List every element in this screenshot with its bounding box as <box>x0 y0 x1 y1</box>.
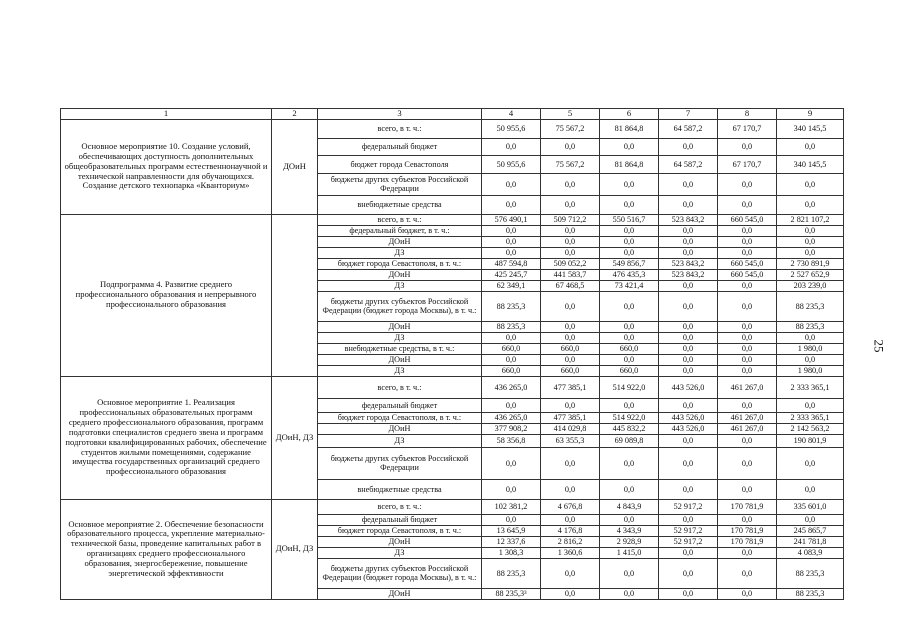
amount-cell: 88 235,3 <box>777 321 844 332</box>
amount-cell: 443 526,0 <box>659 423 718 434</box>
funding-source: федеральный бюджет <box>318 514 482 525</box>
amount-cell: 0,0 <box>659 354 718 365</box>
amount-cell: 414 029,8 <box>541 423 600 434</box>
amount-cell: 576 490,1 <box>482 214 541 225</box>
amount-cell: 0,0 <box>600 588 659 599</box>
amount-cell: 0,0 <box>541 332 600 343</box>
amount-cell: 88 235,3 <box>777 558 844 588</box>
amount-cell: 88 235,3 <box>777 291 844 321</box>
amount-cell: 1 980,0 <box>777 343 844 354</box>
amount-cell: 0,0 <box>659 225 718 236</box>
amount-cell: 436 265,0 <box>482 412 541 423</box>
amount-cell: 2 730 891,9 <box>777 258 844 269</box>
amount-cell: 0,0 <box>659 291 718 321</box>
amount-cell: 0,0 <box>659 514 718 525</box>
amount-cell: 0,0 <box>718 447 777 479</box>
amount-cell: 88 235,3 <box>482 558 541 588</box>
amount-cell: 190 801,9 <box>777 434 844 447</box>
amount-cell: 0,0 <box>600 173 659 195</box>
funding-source: ДЗ <box>318 332 482 343</box>
amount-cell: 441 583,7 <box>541 269 600 280</box>
amount-cell: 0,0 <box>659 547 718 558</box>
activity-description: Основное мероприятие 10. Создание условий, обеспечивающих доступность дополнительных общеобразовательных программ естественнонаучной и технической направленности для обучающихся. Создание детского технопарка «Кванториум» <box>61 119 272 214</box>
amount-cell: 514 922,0 <box>600 412 659 423</box>
funding-source: бюджет города Севастополя, в т. ч.: <box>318 525 482 536</box>
amount-cell: 660,0 <box>541 365 600 376</box>
amount-cell: 660 545,0 <box>718 269 777 280</box>
amount-cell: 4 176,8 <box>541 525 600 536</box>
amount-cell: 0,0 <box>482 236 541 247</box>
amount-cell: 0,0 <box>541 354 600 365</box>
funding-source: ДОиН <box>318 423 482 434</box>
amount-cell: 2 928,9 <box>600 536 659 547</box>
amount-cell: 549 856,7 <box>600 258 659 269</box>
table-header-row <box>61 109 844 120</box>
amount-cell: 425 245,7 <box>482 269 541 280</box>
amount-cell: 660,0 <box>600 343 659 354</box>
amount-cell: 0,0 <box>777 332 844 343</box>
amount-cell: 102 381,2 <box>482 499 541 514</box>
amount-cell: 50 955,6 <box>482 119 541 138</box>
amount-cell: 0,0 <box>600 236 659 247</box>
amount-cell: 2 142 563,2 <box>777 423 844 434</box>
amount-cell: 0,0 <box>777 247 844 258</box>
amount-cell: 0,0 <box>659 173 718 195</box>
amount-cell: 461 267,0 <box>718 376 777 398</box>
amount-cell: 0,0 <box>659 236 718 247</box>
amount-cell: 0,0 <box>718 332 777 343</box>
amount-cell: 81 864,8 <box>600 119 659 138</box>
amount-cell: 52 917,2 <box>659 525 718 536</box>
amount-cell: 2 527 652,9 <box>777 269 844 280</box>
amount-cell: 0,0 <box>482 332 541 343</box>
activity-description: Подпрограмма 4. Развитие среднего профессионального образования и непрерывного профессионального образования <box>61 214 272 376</box>
amount-cell: 0,0 <box>659 138 718 155</box>
funding-source: бюджет города Севастополя <box>318 155 482 173</box>
activity-description: Основное мероприятие 2. Обеспечение безопасности образовательного процесса, укрепление материально-технической базы, проведение капитальных работ в организациях среднего профессионального образования, энергосбережение, повышение энергетической эффективности <box>61 499 272 599</box>
page-number: 25 <box>871 339 887 353</box>
amount-cell: 0,0 <box>600 479 659 499</box>
amount-cell: 73 421,4 <box>600 280 659 291</box>
amount-cell: 0,0 <box>777 225 844 236</box>
funding-source: всего, в т. ч.: <box>318 499 482 514</box>
funding-source: бюджеты других субъектов Российской Федерации (бюджет города Москвы), в т. ч.: <box>318 558 482 588</box>
funding-source: ДОиН <box>318 536 482 547</box>
amount-cell: 0,0 <box>541 291 600 321</box>
funding-source: ДОиН <box>318 588 482 599</box>
table-row <box>61 214 844 225</box>
amount-cell: 0,0 <box>718 247 777 258</box>
amount-cell: 476 435,3 <box>600 269 659 280</box>
amount-cell: 0,0 <box>777 479 844 499</box>
funding-source: бюджет города Севастополя, в т. ч.: <box>318 412 482 423</box>
amount-cell: 0,0 <box>659 195 718 214</box>
amount-cell: 0,0 <box>718 195 777 214</box>
amount-cell: 0,0 <box>777 173 844 195</box>
amount-cell: 0,0 <box>541 479 600 499</box>
funding-source: бюджеты других субъектов Российской Федерации <box>318 173 482 195</box>
amount-cell: 0,0 <box>659 280 718 291</box>
funding-source: ДОиН <box>318 321 482 332</box>
amount-cell: 509 052,2 <box>541 258 600 269</box>
funding-source: бюджеты других субъектов Российской Федерации <box>318 447 482 479</box>
amount-cell: 170 781,9 <box>718 536 777 547</box>
amount-cell: 443 526,0 <box>659 376 718 398</box>
amount-cell: 64 587,2 <box>659 119 718 138</box>
amount-cell: 0,0 <box>718 558 777 588</box>
amount-cell: 0,0 <box>718 280 777 291</box>
amount-cell: 0,0 <box>541 398 600 412</box>
amount-cell: 0,0 <box>659 588 718 599</box>
amount-cell: 52 917,2 <box>659 536 718 547</box>
column-header: 6 <box>600 109 659 120</box>
amount-cell: 0,0 <box>777 447 844 479</box>
column-header: 9 <box>777 109 844 120</box>
amount-cell: 0,0 <box>600 291 659 321</box>
amount-cell: 0,0 <box>482 195 541 214</box>
funding-source: внебюджетные средства, в т. ч.: <box>318 343 482 354</box>
amount-cell: 0,0 <box>541 588 600 599</box>
table-row <box>61 119 844 138</box>
amount-cell: 0,0 <box>600 247 659 258</box>
amount-cell: 63 355,3 <box>541 434 600 447</box>
amount-cell: 4 343,9 <box>600 525 659 536</box>
amount-cell: 69 089,8 <box>600 434 659 447</box>
column-header: 7 <box>659 109 718 120</box>
amount-cell: 88 235,3³ <box>482 588 541 599</box>
amount-cell: 0,0 <box>718 588 777 599</box>
amount-cell: 1 360,6 <box>541 547 600 558</box>
amount-cell: 0,0 <box>659 365 718 376</box>
amount-cell: 550 516,7 <box>600 214 659 225</box>
amount-cell: 0,0 <box>777 354 844 365</box>
amount-cell: 377 908,2 <box>482 423 541 434</box>
amount-cell: 523 843,2 <box>659 214 718 225</box>
amount-cell: 1 308,3 <box>482 547 541 558</box>
amount-cell: 0,0 <box>718 291 777 321</box>
amount-cell: 88 235,3 <box>482 321 541 332</box>
funding-source: федеральный бюджет <box>318 138 482 155</box>
amount-cell: 0,0 <box>718 138 777 155</box>
amount-cell: 523 843,2 <box>659 269 718 280</box>
amount-cell: 523 843,2 <box>659 258 718 269</box>
amount-cell: 0,0 <box>600 398 659 412</box>
amount-cell: 487 594,8 <box>482 258 541 269</box>
funding-source: бюджеты других субъектов Российской Федерации (бюджет города Москвы), в т. ч.: <box>318 291 482 321</box>
amount-cell: 0,0 <box>718 225 777 236</box>
amount-cell: 2 333 365,1 <box>777 376 844 398</box>
amount-cell: 0,0 <box>600 138 659 155</box>
amount-cell: 0,0 <box>482 225 541 236</box>
amount-cell: 0,0 <box>777 398 844 412</box>
funding-source: бюджет города Севастополя, в т. ч.: <box>318 258 482 269</box>
amount-cell: 0,0 <box>482 173 541 195</box>
column-header: 4 <box>482 109 541 120</box>
funding-source: всего, в т. ч.: <box>318 214 482 225</box>
amount-cell: 12 337,6 <box>482 536 541 547</box>
amount-cell: 0,0 <box>718 321 777 332</box>
amount-cell: 88 235,3 <box>482 291 541 321</box>
amount-cell: 203 239,0 <box>777 280 844 291</box>
amount-cell: 340 145,5 <box>777 119 844 138</box>
funding-source: всего, в т. ч.: <box>318 119 482 138</box>
amount-cell: 170 781,9 <box>718 499 777 514</box>
funding-source: внебюджетные средства <box>318 479 482 499</box>
amount-cell: 2 821 107,2 <box>777 214 844 225</box>
amount-cell: 2 333 365,1 <box>777 412 844 423</box>
amount-cell: 2 816,2 <box>541 536 600 547</box>
amount-cell: 75 567,2 <box>541 155 600 173</box>
amount-cell: 4 843,9 <box>600 499 659 514</box>
amount-cell: 81 864,8 <box>600 155 659 173</box>
executor-cell <box>272 214 318 376</box>
funding-source: ДЗ <box>318 434 482 447</box>
amount-cell: 443 526,0 <box>659 412 718 423</box>
amount-cell: 0,0 <box>541 195 600 214</box>
amount-cell: 436 265,0 <box>482 376 541 398</box>
amount-cell: 0,0 <box>777 514 844 525</box>
activity-description: Основное мероприятие 1. Реализация профессиональных образовательных программ среднего профессионального образования, программ подготовки специалистов среднего звена и программ подготовки квалифицированных рабочих, обеспечение студентов жилыми помещениями, содержание имущества государственных организаций среднего профессионального образования <box>61 376 272 499</box>
amount-cell: 0,0 <box>482 398 541 412</box>
column-header: 2 <box>272 109 318 120</box>
executor-cell: ДОиН <box>272 119 318 214</box>
funding-source: всего, в т. ч.: <box>318 376 482 398</box>
amount-cell: 75 567,2 <box>541 119 600 138</box>
amount-cell: 0,0 <box>541 514 600 525</box>
amount-cell: 0,0 <box>718 434 777 447</box>
amount-cell: 0,0 <box>718 479 777 499</box>
amount-cell: 340 145,5 <box>777 155 844 173</box>
amount-cell: 0,0 <box>600 354 659 365</box>
amount-cell: 0,0 <box>541 321 600 332</box>
amount-cell: 4 676,8 <box>541 499 600 514</box>
amount-cell: 461 267,0 <box>718 423 777 434</box>
amount-cell: 0,0 <box>600 195 659 214</box>
table-row <box>61 499 844 514</box>
amount-cell: 0,0 <box>600 321 659 332</box>
amount-cell: 0,0 <box>600 447 659 479</box>
amount-cell: 0,0 <box>600 514 659 525</box>
amount-cell: 660,0 <box>482 343 541 354</box>
funding-source: ДЗ <box>318 547 482 558</box>
amount-cell: 477 385,1 <box>541 376 600 398</box>
amount-cell: 509 712,2 <box>541 214 600 225</box>
funding-source: федеральный бюджет, в т. ч.: <box>318 225 482 236</box>
column-header: 3 <box>318 109 482 120</box>
amount-cell: 0,0 <box>659 479 718 499</box>
amount-cell: 0,0 <box>541 138 600 155</box>
amount-cell: 245 865,7 <box>777 525 844 536</box>
funding-source: ДОиН <box>318 354 482 365</box>
amount-cell: 514 922,0 <box>600 376 659 398</box>
funding-source: федеральный бюджет <box>318 398 482 412</box>
column-header: 8 <box>718 109 777 120</box>
amount-cell: 0,0 <box>718 365 777 376</box>
column-header: 1 <box>61 109 272 120</box>
amount-cell: 0,0 <box>541 173 600 195</box>
amount-cell: 0,0 <box>482 247 541 258</box>
amount-cell: 0,0 <box>659 558 718 588</box>
amount-cell: 170 781,9 <box>718 525 777 536</box>
amount-cell: 0,0 <box>718 236 777 247</box>
amount-cell: 64 587,2 <box>659 155 718 173</box>
amount-cell: 0,0 <box>541 236 600 247</box>
funding-source: внебюджетные средства <box>318 195 482 214</box>
funding-source: ДЗ <box>318 365 482 376</box>
amount-cell: 0,0 <box>600 332 659 343</box>
executor-cell: ДОиН, ДЗ <box>272 499 318 599</box>
amount-cell: 0,0 <box>718 354 777 365</box>
amount-cell: 0,0 <box>659 247 718 258</box>
amount-cell: 67 468,5 <box>541 280 600 291</box>
amount-cell: 0,0 <box>482 354 541 365</box>
funding-source: ДОиН <box>318 269 482 280</box>
amount-cell: 660 545,0 <box>718 214 777 225</box>
amount-cell: 445 832,2 <box>600 423 659 434</box>
amount-cell: 0,0 <box>659 321 718 332</box>
amount-cell: 0,0 <box>777 195 844 214</box>
amount-cell: 1 415,0 <box>600 547 659 558</box>
amount-cell: 660 545,0 <box>718 258 777 269</box>
amount-cell: 0,0 <box>482 447 541 479</box>
amount-cell: 67 170,7 <box>718 155 777 173</box>
column-header: 5 <box>541 109 600 120</box>
amount-cell: 0,0 <box>777 236 844 247</box>
amount-cell: 62 349,1 <box>482 280 541 291</box>
amount-cell: 0,0 <box>659 398 718 412</box>
amount-cell: 0,0 <box>600 225 659 236</box>
funding-source: ДОиН <box>318 236 482 247</box>
amount-cell: 660,0 <box>482 365 541 376</box>
amount-cell: 4 083,9 <box>777 547 844 558</box>
amount-cell: 0,0 <box>541 447 600 479</box>
amount-cell: 0,0 <box>718 398 777 412</box>
amount-cell: 0,0 <box>659 434 718 447</box>
amount-cell: 0,0 <box>659 332 718 343</box>
amount-cell: 0,0 <box>659 447 718 479</box>
executor-cell: ДОиН, ДЗ <box>272 376 318 499</box>
amount-cell: 88 235,3 <box>777 588 844 599</box>
amount-cell: 0,0 <box>600 558 659 588</box>
amount-cell: 335 601,0 <box>777 499 844 514</box>
amount-cell: 1 980,0 <box>777 365 844 376</box>
amount-cell: 58 356,8 <box>482 434 541 447</box>
amount-cell: 0,0 <box>718 547 777 558</box>
amount-cell: 0,0 <box>718 343 777 354</box>
amount-cell: 660,0 <box>600 365 659 376</box>
amount-cell: 52 917,2 <box>659 499 718 514</box>
amount-cell: 50 955,6 <box>482 155 541 173</box>
amount-cell: 461 267,0 <box>718 412 777 423</box>
amount-cell: 241 781,8 <box>777 536 844 547</box>
amount-cell: 660,0 <box>541 343 600 354</box>
amount-cell: 0,0 <box>541 558 600 588</box>
amount-cell: 0,0 <box>659 343 718 354</box>
amount-cell: 0,0 <box>541 225 600 236</box>
funding-table <box>60 108 844 600</box>
amount-cell: 13 645,9 <box>482 525 541 536</box>
amount-cell: 0,0 <box>482 514 541 525</box>
amount-cell: 67 170,7 <box>718 119 777 138</box>
funding-source: ДЗ <box>318 247 482 258</box>
amount-cell: 0,0 <box>541 247 600 258</box>
table-row <box>61 376 844 398</box>
amount-cell: 0,0 <box>482 479 541 499</box>
amount-cell: 0,0 <box>777 138 844 155</box>
funding-source: ДЗ <box>318 280 482 291</box>
amount-cell: 477 385,1 <box>541 412 600 423</box>
amount-cell: 0,0 <box>718 514 777 525</box>
amount-cell: 0,0 <box>718 173 777 195</box>
amount-cell: 0,0 <box>482 138 541 155</box>
